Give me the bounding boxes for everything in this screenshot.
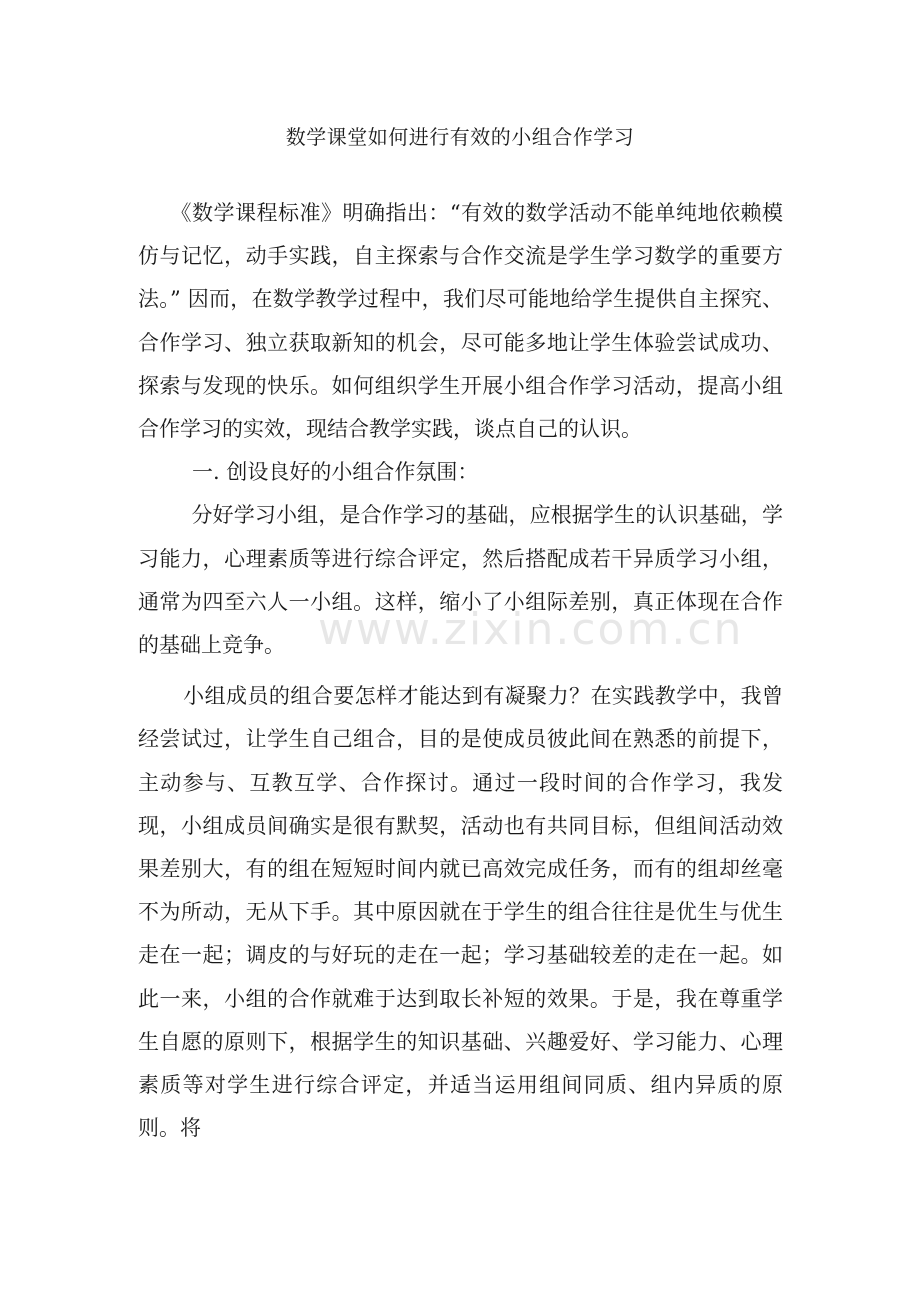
body-paragraph: 小组成员的组合要怎样才能达到有凝聚力？在实践教学中，我曾经尝试过，让学生自己组合，目的是使成员彼此间在熟悉的前提下，主动参与、互教互学、合作探讨。通过一段时间的合作学习，我发现，小组成员间确实是很有默契，活动也有共同目标，但组间活动效果差别大，有的组在短短时间内就已高效完成任务，而有的组却丝毫不为所动，无从下手。其中原因就在于学生的组合往往是优生与优生走在一起；调皮的与好玩的走在一起；学习基础较差的走在一起。如此一来，小组的合作就难于达到取长补短的效果。于是，我在尊重学生自愿的原则下，根据学生的知识基础、兴趣爱好、学习能力、心理素质等对学生进行综合评定，并适当运用组间同质、组内异质的原则。将: [138, 684, 783, 1141]
intro-paragraph: 《数学课程标准》明确指出：“有效的数学活动不能单纯地依赖模仿与记忆，动手实践，自主探索与合作交流是学生学习数学的重要方法。” 因而，在数学教学过程中，我们尽可能地给学生提供自主探究、合作学习、独立获取新知的机会，尽可能多地让学生体验尝试成功、探索与发现的快乐。如何组织学生开展小组合作学习活动，提高小组合作学习的实效，现结合教学实践，谈点自己的认识。: [138, 201, 783, 442]
document-body: [138, 192, 783, 1150]
document-title: 数学课堂如何进行有效的小组合作学习: [285, 125, 635, 149]
watermark: www.zixin.com.cn: [318, 604, 744, 655]
body-paragraph: 分好学习小组，是合作学习的基础，应根据学生的认识基础，学习能力，心理素质等进行综合评定，然后搭配成若干异质学习小组，通常为四至六人一小组。这样，缩小了小组际差别，真正体现在合作的基础上竞争。: [138, 503, 783, 658]
section-heading: 一. 创设良好的小组合作氛围：: [192, 460, 479, 485]
